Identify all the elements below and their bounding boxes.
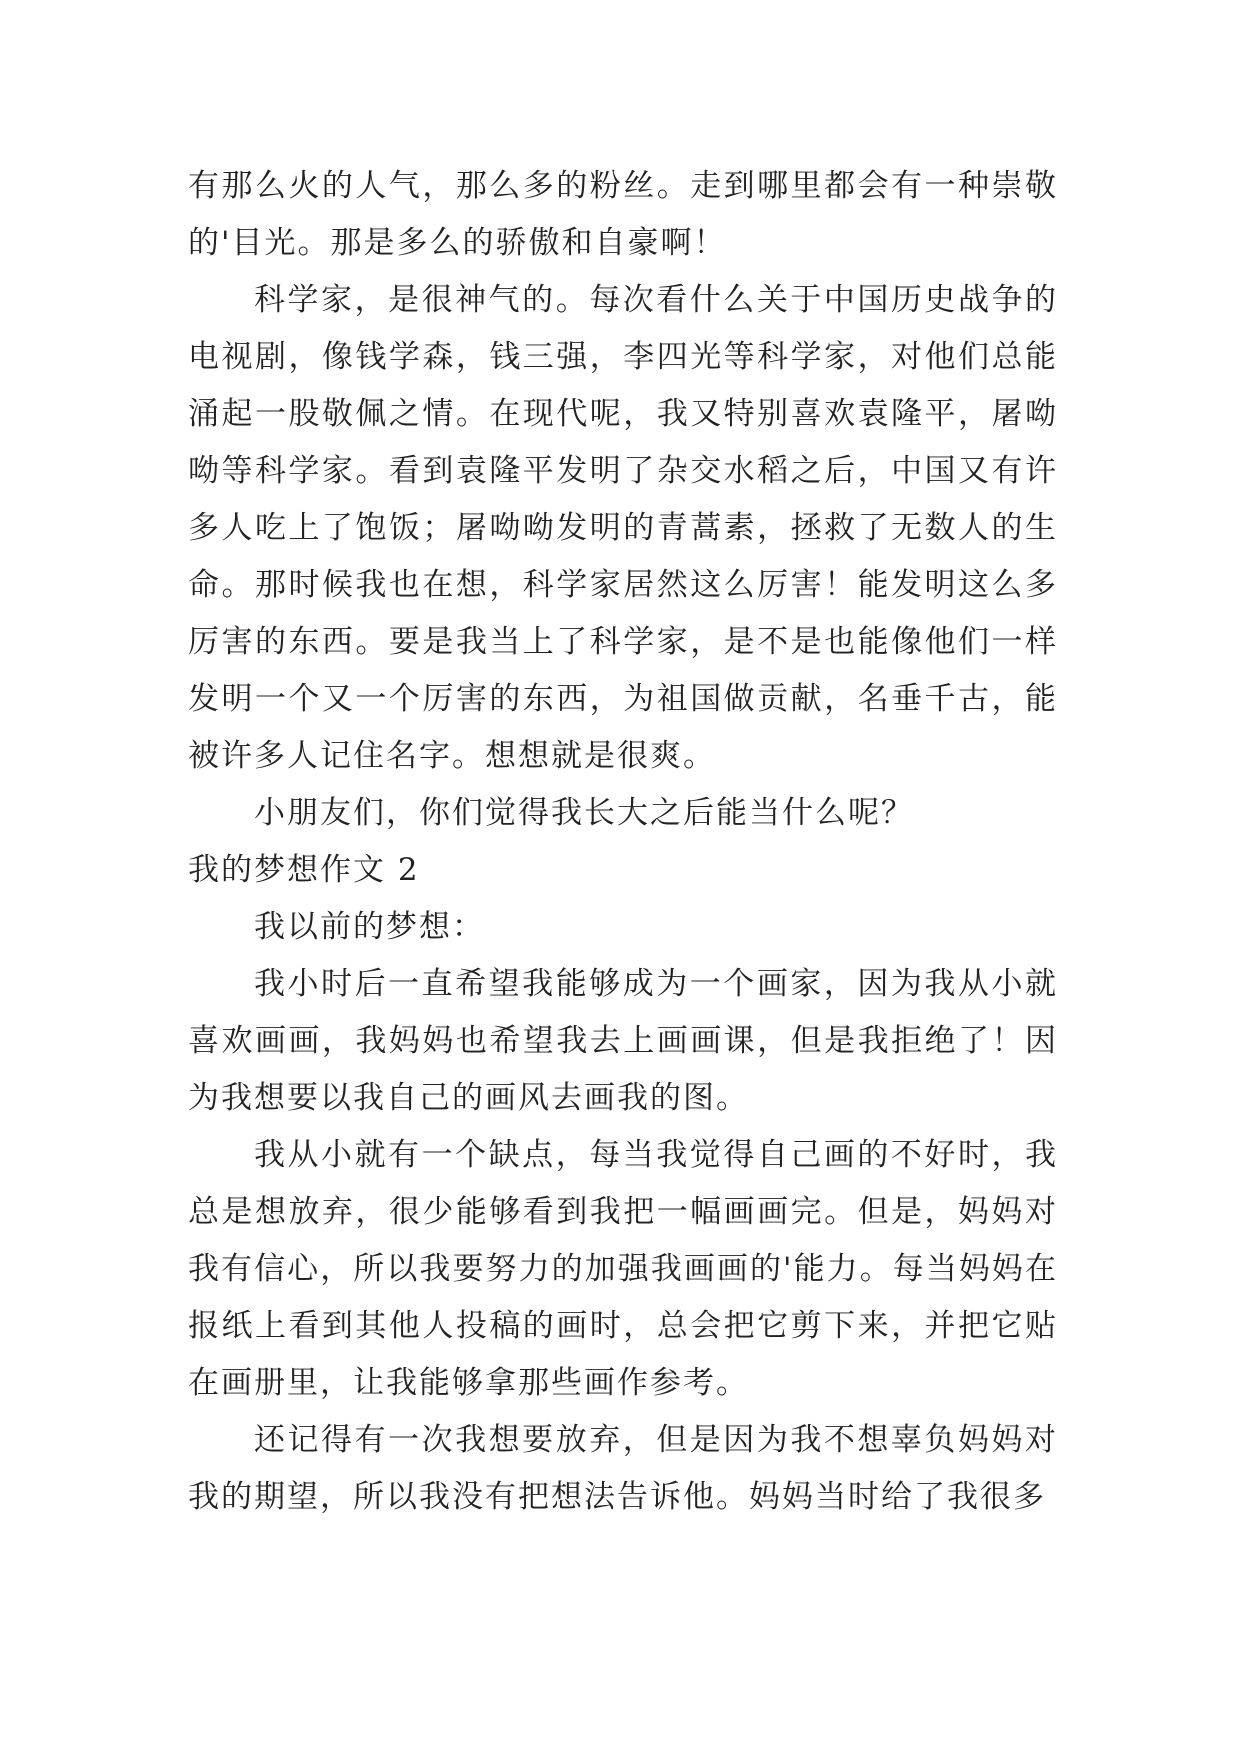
paragraph: 我从小就有一个缺点，每当我觉得自己画的不好时，我总是想放弃，很少能够看到我把一幅画画完。但是，妈妈对我有信心，所以我要努力的加强我画画的'能力。每当妈妈在报纸上看到其他人投稿的画时，总会把它剪下来，并把它贴在画册里，让我能够拿那些画作参考。 [188, 1137, 1058, 1401]
paragraph: 科学家，是很神气的。每次看什么关于中国历史战争的电视剧，像钱学森，钱三强，李四光等科学家，对他们总能涌起一股敬佩之情。在现代呢，我又特别喜欢袁隆平，屠呦呦等科学家。看到袁隆平发明了杂交水稻之后，中国又有许多人吃上了饱饭；屠呦呦发明的青蒿素，拯救了无数人的生命。那时候我也在想，科学家居然这么厉害！能发明这么多厉害的东西。要是我当上了科学家，是不是也能像他们一样发明一个又一个厉害的东西，为祖国做贡献，名垂千古，能被许多人记住名字。想想就是很爽。 [188, 282, 1058, 774]
paragraph: 还记得有一次我想要放弃，但是因为我不想辜负妈妈对我的期望，所以我没有把想法告诉他。妈妈当时给了我很多 [188, 1422, 1058, 1515]
document-body [188, 158, 1058, 1526]
paragraph: 我小时后一直希望我能够成为一个画家，因为我从小就喜欢画画，我妈妈也希望我去上画画课，但是我拒绝了！因为我想要以我自己的画风去画我的图。 [188, 966, 1058, 1116]
section-heading: 我的梦想作文 2 [188, 852, 420, 888]
paragraph: 小朋友们，你们觉得我长大之后能当什么呢？ [254, 795, 914, 831]
paragraph: 有那么火的人气，那么多的粉丝。走到哪里都会有一种崇敬的'目光。那是多么的骄傲和自豪啊！ [188, 168, 1058, 261]
paragraph: 我以前的梦想： [254, 909, 485, 945]
